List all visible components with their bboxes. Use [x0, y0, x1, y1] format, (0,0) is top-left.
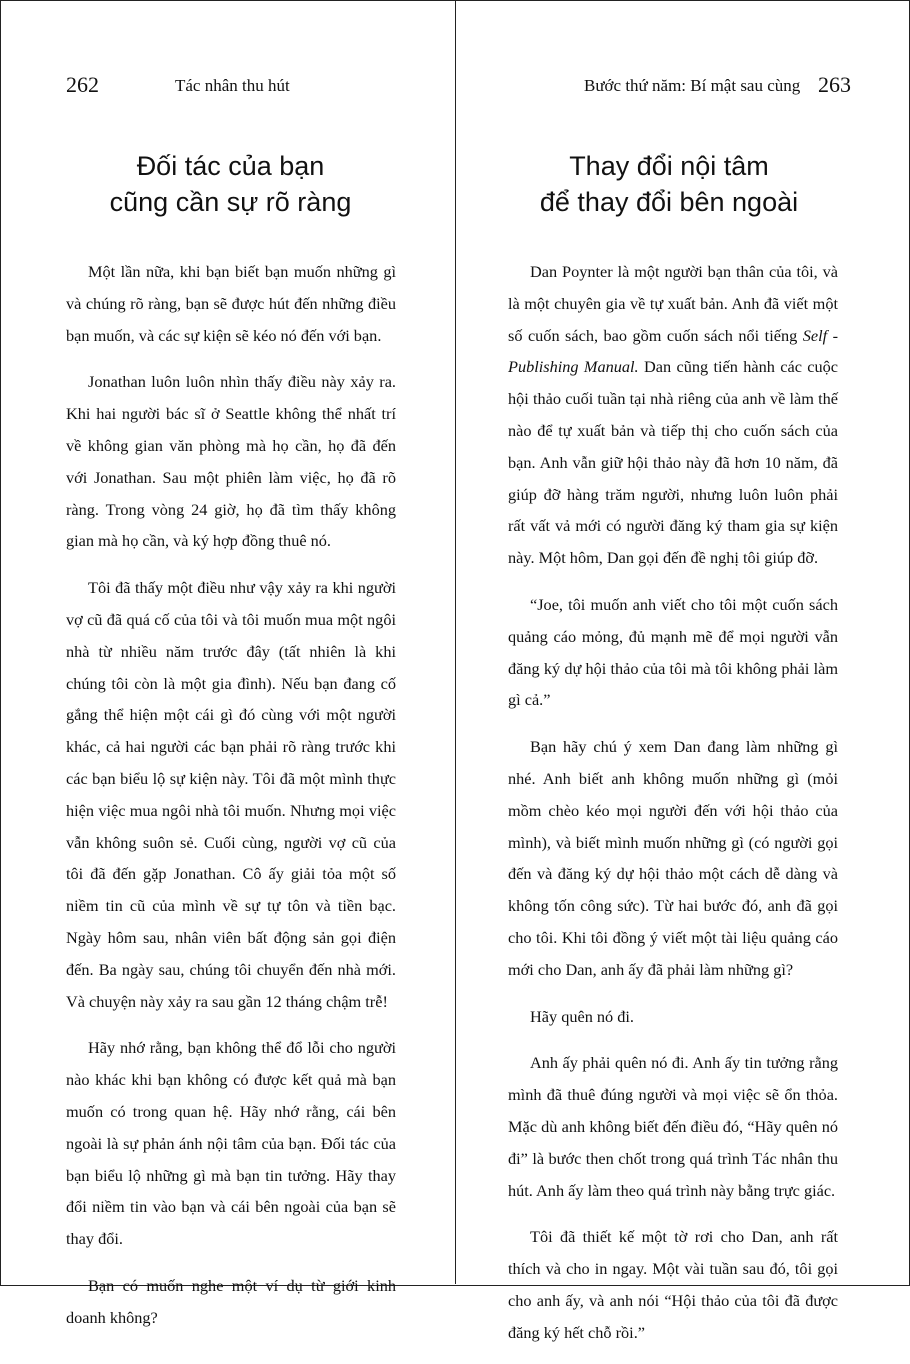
paragraph: Hãy nhớ rằng, bạn không thể đổ lỗi cho người nào khác khi bạn không có được kết quả mà bạn muốn có trong quan hệ. Hãy nhớ rằng, cái bên ngoài là sự phản ánh nội tâm của bạn. Đối tác của bạn biểu lộ những gì mà bạn tin tưởng. Hãy thay đổi niềm tin vào bạn và cái bên ngoài của bạn sẽ thay đổi.: [66, 1038, 396, 1249]
paragraph: Một lần nữa, khi bạn biết bạn muốn những gì và chúng rõ ràng, bạn sẽ được hút đến những điều bạn muốn, và các sự kiện sẽ kéo nó đến với bạn.: [66, 262, 396, 345]
paragraph: Hãy quên nó đi.: [530, 1006, 634, 1026]
paragraph: Jonathan luôn luôn nhìn thấy điều này xảy ra. Khi hai người bác sĩ ở Seattle không thể nhất trí về không gian văn phòng mà họ cần, họ đã đến với Jonathan. Sau một phiên làm việc, họ đã rõ ràng. Trong vòng 24 giờ, họ đã tìm thấy không gian mà họ cần, và ký hợp đồng thuê nó.: [66, 372, 396, 551]
paragraph-text: Dan Poynter là một người bạn thân của tôi, và là một chuyên gia về tự xuất bản. Anh đã viết một số cuốn sách, bao gồm cuốn sách nổi tiếng: [508, 262, 838, 345]
paragraph: Bạn có muốn nghe một ví dụ từ giới kinh doanh không?: [66, 1275, 396, 1327]
book-title-italic: Self - Publishing Manual.: [508, 325, 839, 377]
right-page: [456, 0, 908, 1342]
paragraph: [508, 256, 838, 574]
running-head: Tác nhân thu hút: [175, 76, 290, 95]
section-title-line-2: để thay đổi bên ngoài: [539, 187, 799, 217]
paragraph: Tôi đã thiết kế một tờ rơi cho Dan, anh rất thích và cho in ngay. Một vài tuần sau đó, tôi gọi cho anh ấy, và anh nói “Hội thảo của tôi đã được đăng ký hết chỗ rồi.”: [508, 1227, 838, 1342]
paragraph: Tôi đã thấy một điều như vậy xảy ra khi người vợ cũ đã quá cố của tôi và tôi muốn mua một ngôi nhà từ nhiều năm trước đây (tất nhiên là khi chúng tôi còn là một gia đình). Nếu bạn đang cố gắng thể hiện một cái gì đó cùng với một người khác, cả hai người các bạn phải rõ ràng trước khi các bạn biểu lộ sự kiện này. Tôi đã một mình thực hiện việc mua ngôi nhà tôi muốn. Nhưng mọi việc vẫn không suôn sẻ. Cuối cùng, người vợ cũ của tôi đã đến gặp Jonathan. Cô ấy giải tỏa một số niềm tin cũ của mình về sự tự tôn và tiền bạc. Ngày hôm sau, nhân viên bất động sản gọi điện đến. Ba ngày sau, chúng tôi chuyển đến nhà mới. Và chuyện này xảy ra sau gần 12 tháng chậm trễ!: [66, 578, 396, 1011]
paragraph: “Joe, tôi muốn anh viết cho tôi một cuốn sách quảng cáo mỏng, đủ mạnh mẽ để mọi người vẫn đăng ký dự hội thảo của tôi mà tôi không phải làm gì cả.”: [508, 594, 838, 710]
left-page: [0, 0, 455, 1327]
section-title-line-1: Đối tác của bạn: [136, 151, 325, 181]
body-text: [66, 256, 396, 1349]
running-head: Bước thứ năm: Bí mật sau cùng: [584, 76, 801, 95]
page-number: 262: [66, 72, 99, 97]
paragraph-text: Dan cũng tiến hành các cuộc hội thảo cuối tuần tại nhà riêng của anh về làm thế nào để tự xuất bản và tiếp thị cho cuốn sách của bạn. Anh vẫn giữ hội thảo này đã hơn 10 năm, đã giúp đỡ hàng trăm người, nhưng luôn luôn phải rất vất vả mới có người đăng ký tham gia sự kiện này. Một hôm, Dan gọi đến đề nghị tôi giúp đỡ.: [508, 357, 839, 568]
section-title-line-2: cũng cần sự rõ ràng: [109, 187, 352, 217]
paragraph: Anh ấy phải quên nó đi. Anh ấy tin tưởng rằng mình đã thuê đúng người và mọi việc sẽ ổn thỏa. Mặc dù anh không biết đến điều đó, “Hãy quên nó đi” là bước then chốt trong quá trình Tác nhân thu hút. Anh ấy làm theo quá trình này bằng trực giác.: [508, 1053, 838, 1200]
section-title: [456, 148, 908, 220]
paragraph: Bạn hãy chú ý xem Dan đang làm những gì nhé. Anh biết anh không muốn những gì (mỏi mồm chèo kéo mọi người đến với hội thảo của mình), và biết mình muốn những gì (có người gọi đến và đăng ký dự hội thảo một cách dễ dàng và không tốn công sức). Từ hai bước đó, anh đã gọi cho tôi. Khi tôi đồng ý viết một tài liệu quảng cáo mới cho Dan, anh ấy đã phải làm những gì?: [508, 737, 838, 979]
section-title-line-1: Thay đổi nội tâm: [569, 151, 769, 181]
section-title: [0, 148, 455, 220]
page-number: 263: [818, 72, 851, 97]
body-text: [508, 256, 838, 1364]
